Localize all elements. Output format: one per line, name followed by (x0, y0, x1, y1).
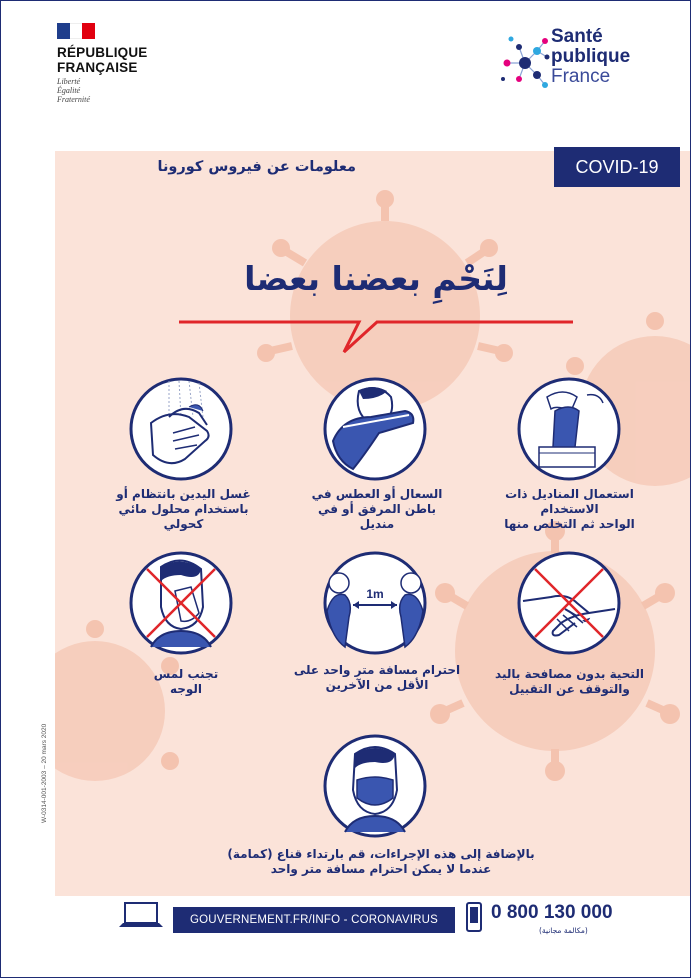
republique-motto: Liberté Égalité Fraternité (57, 77, 90, 104)
face-mask-icon (323, 734, 427, 838)
republique-francaise-logo (57, 23, 177, 104)
measure-icon-handshake (517, 551, 621, 655)
phone-icon (465, 902, 483, 932)
distance-icon (323, 551, 427, 655)
document-reference: W-0314-001-2003 – 20 mars 2020 (41, 723, 48, 823)
measure-caption-handshake: التحية بدون مصافحة باليد والتوقف عن التقبيل (495, 667, 644, 696)
laptop-icon (119, 901, 163, 931)
handwash-icon (129, 377, 233, 481)
measure-icon-face (129, 551, 233, 655)
measure-icon-tissue (517, 377, 621, 481)
measure-caption-cough: السعال أو العطس في باطن المرفق أو في منديل (311, 487, 443, 531)
measure-caption-handwash: غسل اليدين بانتظام أو باستخدام محلول مائي كحولي (116, 487, 251, 531)
covid-badge: COVID-19 (554, 147, 680, 187)
phone-note: (مكالمة مجانية) (539, 926, 588, 935)
molecule-icon (497, 27, 551, 97)
tissue-box-icon (517, 377, 621, 481)
measure-icon-handwash (129, 377, 233, 481)
speech-bubble-underline-icon (179, 316, 575, 358)
no-face-touch-icon (129, 551, 233, 655)
measure-caption-face: تجنب لمس الوجه (153, 667, 219, 696)
no-handshake-icon (517, 551, 621, 655)
measure-icon-mask (323, 734, 427, 838)
mask-caption: بالإضافة إلى هذه الإجراءات، قم بارتداء قناع (كمامة) عندما لا يمكن احترام مسافة متر واحد (227, 847, 535, 876)
distance-label: 1m (366, 587, 384, 601)
measure-caption-tissue: استعمال المناديل ذات الاستخدام الواحد ثم التخلص منها (504, 487, 635, 531)
poster-title: لِنَحْمِ بعضنا بعضا (244, 259, 508, 298)
phone-number[interactable]: 0 800 130 000 (491, 902, 613, 923)
measure-caption-distance: احترام مسافة متر واحد على الأقل من الآخرين (293, 663, 461, 692)
republique-name: RÉPUBLIQUE FRANÇAISE (57, 45, 148, 75)
sante-publique-text: Santé publique France (551, 26, 631, 87)
sante-publique-france-logo (497, 27, 647, 97)
cough-elbow-icon (323, 377, 427, 481)
measure-icon-distance (323, 551, 427, 655)
french-flag-icon (57, 23, 95, 39)
website-link[interactable]: GOUVERNEMENT.FR/INFO - CORONAVIRUS (173, 907, 455, 933)
header-subtitle: معلومات عن فيروس كورونا (157, 159, 356, 175)
measure-icon-cough (323, 377, 427, 481)
